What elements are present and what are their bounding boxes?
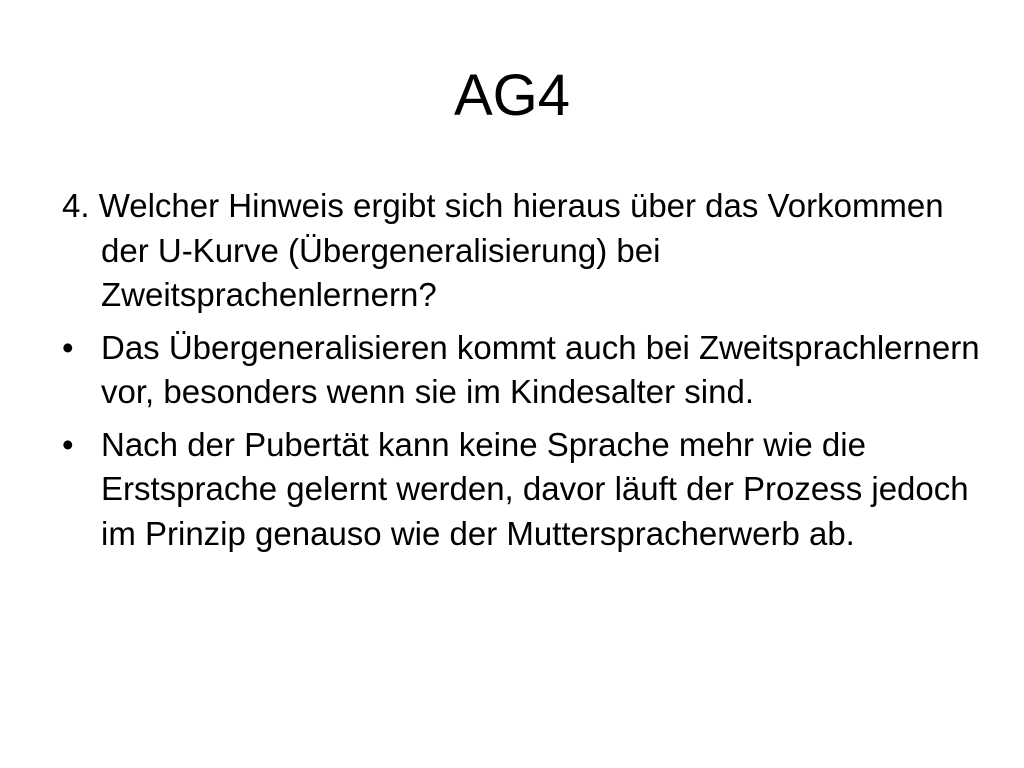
- bullet-text: Nach der Pubertät kann keine Sprache mehr wie die Erstsprache gelernt werden, davor läuft der Prozess jedoch im Prinzip genauso wie der Mutterspracherwerb ab.: [101, 425, 969, 552]
- bullet-item-2: [62, 423, 982, 557]
- bullet-marker: •: [62, 425, 74, 463]
- slide-title: AG4: [453, 63, 571, 128]
- question-text: 4. Welcher Hinweis ergibt sich hieraus über das Vorkommen der U-Kurve (Übergeneralisierung) bei Zweitsprachenlernern?: [62, 187, 944, 313]
- bullet-text: Das Übergeneralisieren kommt auch bei Zweitsprachlernern vor, besonders wenn sie im Kindesalter sind.: [101, 328, 980, 410]
- bullet-item-1: [62, 326, 982, 415]
- bullet-marker: •: [62, 328, 74, 366]
- slide-content: [62, 184, 982, 564]
